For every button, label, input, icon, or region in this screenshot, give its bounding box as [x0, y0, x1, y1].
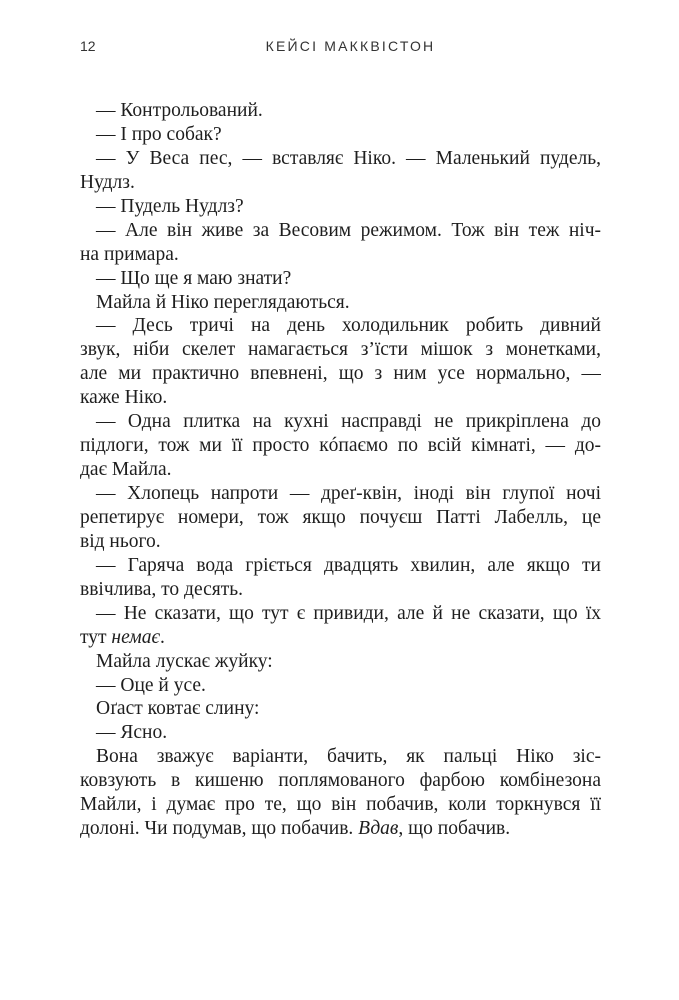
text-line: Майла лускає жуйку: — [96, 650, 273, 672]
text-segment: долоні. Чи подумав, що побачив. — [80, 818, 359, 840]
text-line: на примара. — [80, 243, 179, 265]
text-segment: тут — [80, 626, 112, 648]
text-line: дає Майла. — [80, 459, 172, 481]
text-line: ввічлива, то десять. — [80, 578, 244, 600]
text-line: каже Ніко. — [80, 387, 168, 409]
running-head: КЕЙСІ МАККВІСТОН — [265, 38, 436, 54]
text-line: — Але він живе за Весовим режимом. Тож він теж ніч- — [96, 219, 601, 241]
text-line: Нудлз. — [80, 171, 135, 193]
body-text — [80, 99, 601, 841]
text-line: — Одна плитка на кухні насправді не прикріплена до — [96, 411, 601, 433]
page-number: 12 — [80, 38, 96, 54]
text-segment: . — [159, 626, 165, 648]
text-line: — У Веса пес, — вставляє Ніко. — Маленький пудель, — [96, 147, 601, 169]
text-line: Майли, і думає про те, що він побачив, коли торкнувся її — [80, 794, 601, 816]
text-segment: , що побачив. — [398, 818, 511, 840]
text-line: — Що ще я маю знати? — [96, 267, 292, 289]
text-line: — І про собак? — [96, 123, 222, 145]
text-line: від нього. — [80, 530, 161, 552]
text-line: — Оце й усе. — [96, 674, 206, 696]
text-line: — Ясно. — [96, 722, 168, 744]
text-line: — Десь тричі на день холодильник робить дивний — [96, 315, 601, 337]
text-line: підлоги, тож ми її просто кóпаємо по всій кімнаті, — до- — [80, 435, 601, 457]
text-line: репетирує номери, тож якщо почуєш Патті Лабелль, це — [80, 506, 601, 528]
text-line: Вона зважує варіанти, бачить, як пальці Ніко зіс- — [96, 746, 601, 768]
text-line — [80, 817, 601, 841]
text-line: звук, ніби скелет намагається з’їсти мішок з монетками, — [80, 339, 601, 361]
text-line: ковзують в кишеню поплямованого фарбою комбінезона — [80, 770, 601, 792]
text-line: — Гаряча вода гріється двадцять хвилин, але якщо ти — [96, 554, 601, 576]
text-line: — Контрольований. — [96, 100, 263, 121]
text-line: — Пудель Нудлз? — [96, 195, 244, 217]
text-line: — Не сказати, що тут є привиди, але й не сказати, що їх — [96, 602, 601, 624]
text-line — [80, 626, 601, 650]
text-line: — Хлопець напроти — дреґ-квін, іноді він глупої ночі — [96, 483, 601, 504]
text-line: Майла й Ніко переглядаються. — [96, 291, 350, 313]
italic-text: Вдав — [358, 818, 399, 840]
text-line: але ми практично впевнені, що з ним усе нормально, — — [80, 363, 601, 385]
italic-text: немає — [111, 626, 160, 648]
text-line: Оґаст ковтає слину: — [96, 698, 260, 720]
